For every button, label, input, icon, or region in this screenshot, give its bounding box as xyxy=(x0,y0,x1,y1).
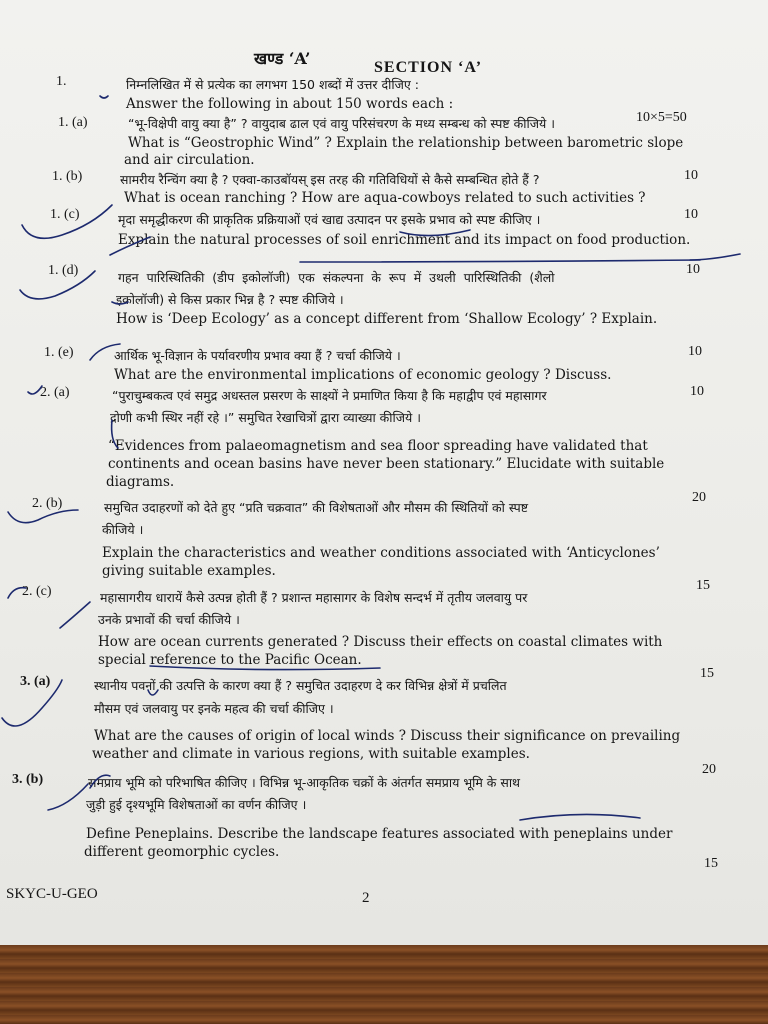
question-hindi: उनके प्रभावों की चर्चा कीजिये । xyxy=(98,612,240,627)
question-marks: 15 xyxy=(700,666,714,681)
question-label: 1. (b) xyxy=(52,169,83,184)
question-hindi: “पुराचुम्बकत्व एवं समुद्र अधस्तल प्रसरण के साक्ष्यों ने प्रमाणित किया है कि महाद्वीप एवं महासागर xyxy=(112,388,547,403)
question-hindi: आर्थिक भू-विज्ञान के पर्यावरणीय प्रभाव क्या हैं ? चर्चा कीजिये । xyxy=(114,348,401,363)
section-title-english: SECTION ‘A’ xyxy=(374,59,483,76)
question-english: and air circulation. xyxy=(124,152,255,168)
question-english: different geomorphic cycles. xyxy=(84,844,280,860)
question-hindi: कीजिये । xyxy=(102,522,144,537)
question-label: 3. (b) xyxy=(12,772,44,787)
page-number: 2 xyxy=(362,890,370,906)
question-label: 1. (c) xyxy=(50,207,80,222)
question-english: giving suitable examples. xyxy=(102,563,276,579)
question-english: Define Peneplains. Describe the landscape features associated with peneplains under xyxy=(86,826,673,842)
question-english: What is “Geostrophic Wind” ? Explain the relationship between barometric slope xyxy=(128,135,684,151)
question-marks: 20 xyxy=(692,490,706,505)
question-hindi: इकोलॉजी) से किस प्रकार भिन्न है ? स्पष्ट कीजिये । xyxy=(116,292,344,307)
question-english: “Evidences from palaeomagnetism and sea floor spreading have validated that xyxy=(108,438,648,454)
instruction-hindi: निम्नलिखित में से प्रत्येक का लगभग 150 शब्दों में उत्तर दीजिए : xyxy=(126,77,420,92)
question-label: 2. (b) xyxy=(32,496,63,511)
question-label: 1. (e) xyxy=(44,345,74,360)
question-hindi: “भू-विक्षेपी वायु क्या है” ? वायुदाब ढाल एवं वायु परिसंचरण के मध्य सम्बन्ध को स्पष्ट कीजिये । xyxy=(128,116,555,131)
question-hindi: मृदा समृद्धीकरण की प्राकृतिक प्रक्रियाओं एवं खाद्य उत्पादन पर इसके प्रभाव को स्पष्ट कीजिए । xyxy=(118,212,541,227)
question-hindi: सामरीय रैन्चिंग क्या है ? एक्वा-काउबॉयस् इस तरह की गतिविधियों से कैसे सम्बन्धित होते हैं ? xyxy=(120,172,540,187)
question-english: What is ocean ranching ? How are aqua-cowboys related to such activities ? xyxy=(124,190,646,206)
question-marks: 10 xyxy=(684,168,698,183)
question-english: special reference to the Pacific Ocean. xyxy=(98,652,362,668)
question-english: What are the environmental implications of economic geology ? Discuss. xyxy=(114,367,612,383)
question-label: 2. (a) xyxy=(40,385,70,400)
question-english: diagrams. xyxy=(106,474,175,490)
question-marks: 10 xyxy=(690,384,704,399)
question-marks: 15 xyxy=(696,578,710,593)
question-hindi: द्रोणी कभी स्थिर नहीं रहे ।” समुचित रेखाचित्रों द्वारा व्याख्या कीजिये । xyxy=(110,410,421,425)
question-english: Explain the natural processes of soil enrichment and its impact on food production. xyxy=(118,232,691,248)
question-english: How is ‘Deep Ecology’ as a concept different from ‘Shallow Ecology’ ? Explain. xyxy=(116,311,658,327)
question-english: continents and ocean basins have never been stationary.” Elucidate with suitable xyxy=(108,456,665,472)
question-label: 1. (d) xyxy=(48,263,79,278)
question-label: 3. (a) xyxy=(20,674,51,689)
question-marks: 20 xyxy=(702,762,716,777)
question-marks: 15 xyxy=(704,856,718,871)
section-title-hindi: खण्ड ‘A’ xyxy=(254,49,311,68)
wooden-table-background xyxy=(0,945,768,1024)
total-marks: 10×5=50 xyxy=(636,110,687,125)
question-english: weather and climate in various regions, with suitable examples. xyxy=(92,746,530,762)
question-hindi: समुचित उदाहरणों को देते हुए “प्रति चक्रवात” की विशेषताओं और मौसम की स्थितियों को स्पष्ट xyxy=(104,500,529,515)
question-label: 2. (c) xyxy=(22,584,52,599)
question-hindi: मौसम एवं जलवायु पर इनके महत्व की चर्चा कीजिए । xyxy=(94,701,334,716)
question-hindi: समप्राय भूमि को परिभाषित कीजिए । विभिन्न भू-आकृतिक चक्रों के अंतर्गत समप्राय भूमि के साथ xyxy=(88,775,521,790)
question-hindi: जुड़ी हुई दृश्यभूमि विशेषताओं का वर्णन कीजिए । xyxy=(86,797,307,812)
paper-code: SKYC-U-GEO xyxy=(6,886,98,902)
question-hindi: गहन पारिस्थितिकी (डीप इकोलॉजी) एक संकल्पना के रूप में उथली पारिस्थितिकी (शैलो xyxy=(118,270,555,285)
question-marks: 10 xyxy=(684,207,698,222)
instruction-english: Answer the following in about 150 words each : xyxy=(126,96,454,112)
question-marks: 10 xyxy=(686,262,700,277)
question-english: Explain the characteristics and weather conditions associated with ‘Anticyclones’ xyxy=(102,545,660,561)
question-hindi: महासागरीय धारायें कैसे उत्पन्न होती हैं ? प्रशान्त महासागर के विशेष सन्दर्भ में तृतीय जलवायु पर xyxy=(100,590,528,605)
question-number: 1. xyxy=(56,74,67,89)
question-marks: 10 xyxy=(688,344,702,359)
question-english: How are ocean currents generated ? Discuss their effects on coastal climates with xyxy=(98,634,663,650)
question-english: What are the causes of origin of local winds ? Discuss their significance on prevailing xyxy=(94,728,681,744)
question-label: 1. (a) xyxy=(58,115,88,130)
question-hindi: स्थानीय पवनों की उत्पत्ति के कारण क्या हैं ? समुचित उदाहरण दे कर विभिन्न क्षेत्रों में प्रचलित xyxy=(94,678,507,693)
